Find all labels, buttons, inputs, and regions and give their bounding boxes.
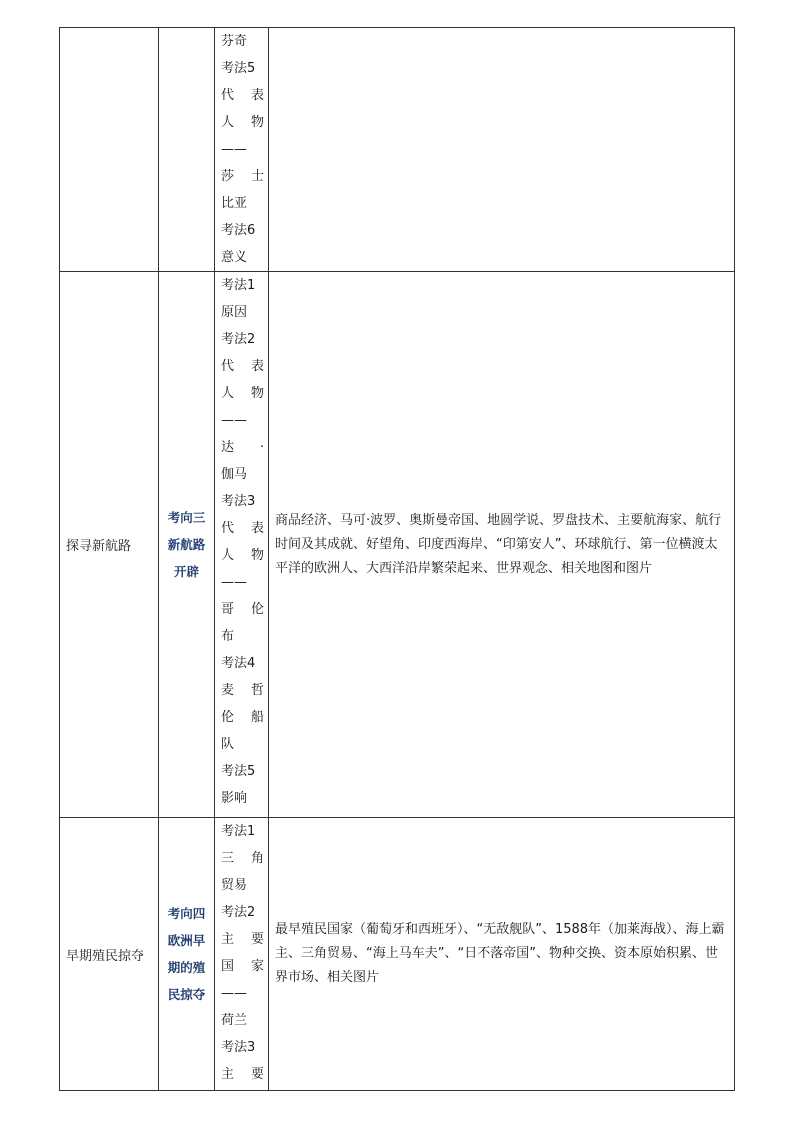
method-line: 考法2 xyxy=(221,332,256,347)
method-line: 考法3 xyxy=(221,1040,256,1055)
method-line: 哥伦 xyxy=(221,602,264,617)
method-line: 代表 xyxy=(221,359,264,374)
keywords-cell: 商品经济、马可·波罗、奥斯曼帝国、地圆学说、罗盘技术、主要航海家、航行时间及其成就、好望角、印度西海岸、“印第安人”、环球航行、第一位横渡太平洋的欧洲人、大西洋沿岸繁荣起来、世界观念、相关地图和图片 xyxy=(269,272,735,818)
method-cell xyxy=(215,272,269,818)
method-line: 考法6 xyxy=(221,223,256,238)
method-line: —— xyxy=(221,142,247,157)
direction-cell: 考向三 新航路 开辟 xyxy=(159,272,215,818)
direction-cell xyxy=(159,28,215,272)
method-line: 伽马 xyxy=(221,467,248,482)
method-line: 荷兰 xyxy=(221,1013,248,1028)
method-line: 考法1 xyxy=(221,278,256,293)
method-line: 芬奇 xyxy=(221,34,248,49)
method-line: —— xyxy=(221,575,247,590)
method-line: 主要 xyxy=(221,932,264,947)
method-line: 代表 xyxy=(221,88,264,103)
method-cell xyxy=(215,818,269,1091)
method-line: 考法4 xyxy=(221,656,256,671)
table-row xyxy=(60,818,735,1091)
topic-cell: 早期殖民掠夺 xyxy=(60,818,159,1091)
method-line: 考法1 xyxy=(221,824,256,839)
method-line: 人物 xyxy=(221,386,264,401)
method-line: 代表 xyxy=(221,521,264,536)
method-line: 考法5 xyxy=(221,764,256,779)
method-line: 影响 xyxy=(221,791,248,806)
method-line: 比亚 xyxy=(221,196,248,211)
knowledge-table xyxy=(59,27,735,1091)
keywords-cell: 最早殖民国家（葡萄牙和西班牙）、“无敌舰队”、1588年（加莱海战）、海上霸主、三角贸易、“海上马车夫”、“日不落帝国”、物种交换、资本原始积累、世界市场、相关图片 xyxy=(269,818,735,1091)
topic-cell xyxy=(60,28,159,272)
method-line: 国家 xyxy=(221,959,264,974)
keywords-cell xyxy=(269,28,735,272)
method-line: 伦船 xyxy=(221,710,264,725)
method-line: 麦哲 xyxy=(221,683,264,698)
table-row xyxy=(60,28,735,272)
method-line: 考法2 xyxy=(221,905,256,920)
method-line: 三角 xyxy=(221,851,264,866)
method-line: 队 xyxy=(221,737,235,752)
method-cell xyxy=(215,28,269,272)
method-line: 意义 xyxy=(221,250,248,265)
method-line: 莎士 xyxy=(221,169,264,184)
topic-cell: 探寻新航路 xyxy=(60,272,159,818)
method-line: 布 xyxy=(221,629,235,644)
table-row xyxy=(60,272,735,818)
method-line: 考法3 xyxy=(221,494,256,509)
method-line: —— xyxy=(221,413,247,428)
method-line: 人物 xyxy=(221,115,264,130)
direction-cell: 考向四 欧洲早 期的殖 民掠夺 xyxy=(159,818,215,1091)
method-line: 原因 xyxy=(221,305,248,320)
method-line: 人物 xyxy=(221,548,264,563)
method-line: 考法5 xyxy=(221,61,256,76)
method-line: 达 · xyxy=(221,440,264,455)
method-line: —— xyxy=(221,986,247,1001)
method-line: 贸易 xyxy=(221,878,248,893)
method-line: 主要 xyxy=(221,1067,264,1082)
